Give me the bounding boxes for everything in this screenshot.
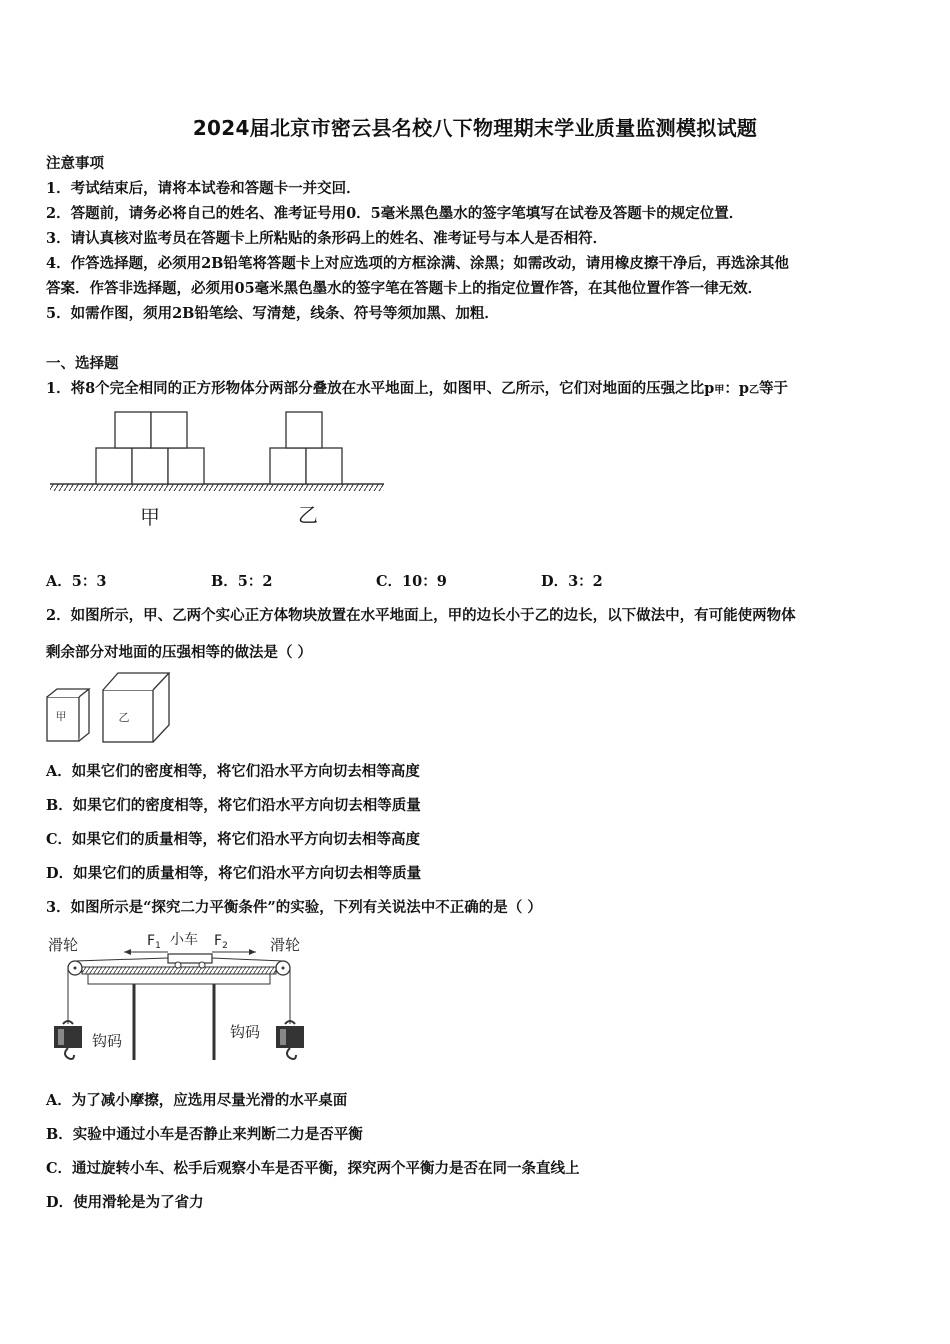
label-jia: 甲: [140, 505, 160, 529]
subscript-yi: 乙: [748, 385, 759, 396]
pulley-left-label: 滑轮: [48, 936, 79, 954]
string-right: [212, 958, 283, 961]
table-rail: [88, 974, 270, 984]
question-2-line2: 剩余部分对地面的压强相等的做法是（ ）: [46, 644, 313, 661]
arrow-f2: [212, 949, 256, 955]
cart-label: 小车: [170, 932, 198, 948]
q1-option-a[interactable]: A．5：3: [46, 573, 107, 590]
q2-option-b[interactable]: B．如果它们的密度相等，将它们沿水平方向切去相等质量: [46, 797, 421, 814]
notice-item: 答案．作答非选择题，必须用05毫米黑色墨水的签字笔在答题卡上的指定位置作答，在其他位置作答一律无效．: [46, 280, 763, 297]
question-1-text: 1．将8个完全相同的正方形物体分两部分叠放在水平地面上，如图甲、乙所示，它们对地面的压强之比p甲：p乙等于: [46, 380, 788, 397]
cart: [168, 954, 212, 968]
q2-option-a[interactable]: A．如果它们的密度相等，将它们沿水平方向切去相等高度: [46, 763, 420, 780]
notice-item: 4．作答选择题，必须用2B铅笔将答题卡上对应选项的方框涂满、涂黑；如需改动，请用橡皮擦干净后，再选涂其他: [46, 255, 789, 272]
weight-right-label: 钩码: [230, 1023, 261, 1041]
weight-left: [54, 1021, 82, 1059]
cube-label-jia: 甲: [55, 710, 67, 723]
pulley-right-label: 滑轮: [270, 936, 301, 954]
weight-left-label: 钩码: [92, 1032, 123, 1050]
notice-item: 5．如需作图，须用2B铅笔绘、写清楚，线条、符号等须加黑、加粗．: [46, 305, 499, 322]
force-f2-label: $F_2$: [214, 933, 228, 951]
q3-option-b[interactable]: B．实验中通过小车是否静止来判断二力是否平衡: [46, 1126, 363, 1143]
stack-yi: [270, 412, 342, 484]
q3-option-a[interactable]: A．为了减小摩擦，应选用尽量光滑的水平桌面: [46, 1092, 348, 1109]
question-2-line1: 2．如图所示，甲、乙两个实心正方体物块放置在水平地面上，甲的边长小于乙的边长，以下做法中，有可能使两物体: [46, 607, 796, 624]
cube-yi: [103, 673, 169, 742]
question-1-figure: [46, 408, 391, 536]
force-f1-label: $F_1$: [147, 933, 161, 951]
notice-item: 3．请认真核对监考员在答题卡上所粘贴的条形码上的姓名、准考证号与本人是否相符．: [46, 230, 608, 247]
q2-option-d[interactable]: D．如果它们的质量相等，将它们沿水平方向切去相等质量: [46, 865, 422, 882]
arrow-f1: [124, 949, 168, 955]
q2-option-c[interactable]: C．如果它们的质量相等，将它们沿水平方向切去相等高度: [46, 831, 421, 848]
notice-item: 1．考试结束后，请将本试卷和答题卡一并交回．: [46, 180, 361, 197]
subscript-jia: 甲: [714, 385, 725, 396]
page-title: 2024届北京市密云县名校八下物理期末学业质量监测模拟试题: [192, 116, 758, 140]
q3-option-d[interactable]: D．使用滑轮是为了省力: [46, 1194, 204, 1211]
cube-jia: [47, 689, 89, 741]
stack-jia: [96, 412, 204, 484]
section-heading: 一、选择题: [46, 355, 119, 372]
notice-item: 2．答题前，请务必将自己的姓名、准考证号用0．5毫米黑色墨水的签字笔填写在试卷及答题卡的规定位置．: [46, 205, 744, 222]
q1-option-c[interactable]: C．10：9: [376, 573, 447, 590]
label-yi: 乙: [298, 503, 318, 527]
question-2-figure: [44, 670, 179, 746]
question-3-figure: [44, 928, 314, 1064]
cube-label-yi: 乙: [118, 711, 130, 724]
q1-option-d[interactable]: D．3：2: [541, 573, 603, 590]
notice-heading: 注意事项: [46, 155, 104, 172]
ground-hatching: [50, 484, 384, 491]
q3-option-c[interactable]: C．通过旋转小车、松手后观察小车是否平衡，探究两个平衡力是否在同一条直线上: [46, 1160, 580, 1177]
q1-option-b[interactable]: B．5：2: [211, 573, 273, 590]
string-left: [75, 958, 168, 961]
weight-right: [276, 1021, 304, 1059]
question-3-text: 3．如图所示是“探究二力平衡条件”的实验，下列有关说法中不正确的是（ ）: [46, 899, 542, 916]
